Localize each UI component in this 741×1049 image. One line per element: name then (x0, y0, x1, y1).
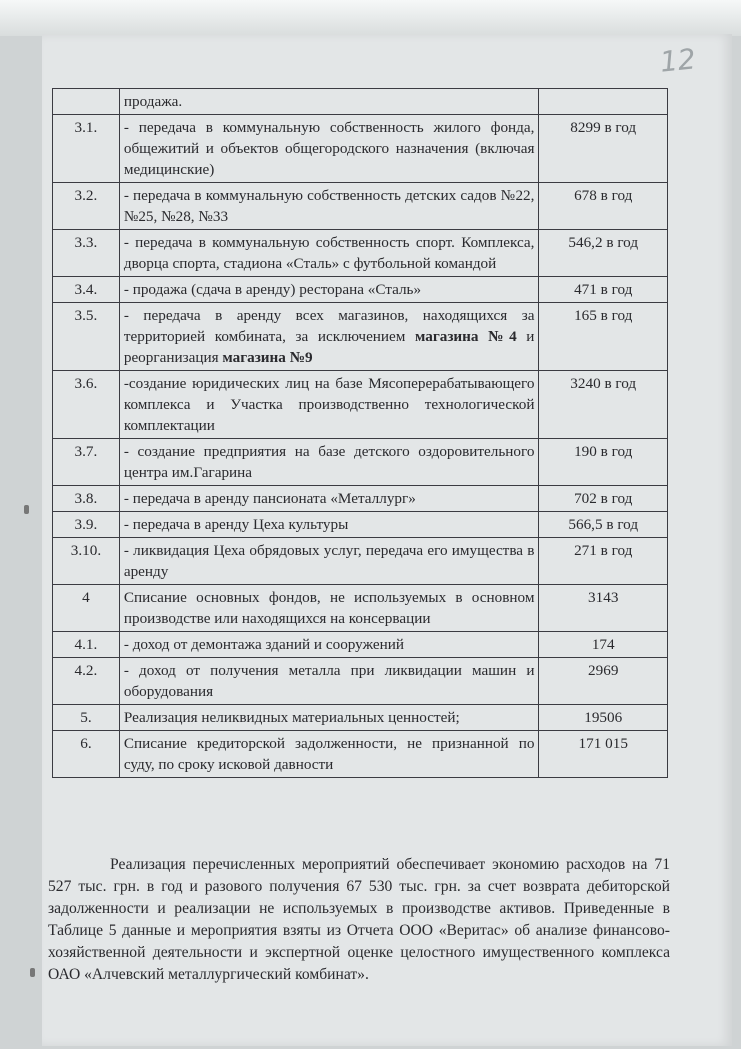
row-number: 3.9. (53, 512, 120, 538)
row-value: 3240 в год (539, 371, 668, 439)
table-row (53, 303, 668, 371)
background-top (0, 0, 741, 36)
row-value: 190 в год (539, 439, 668, 486)
row-value: 546,2 в год (539, 230, 668, 277)
row-number: 3.2. (53, 183, 120, 230)
row-description: - ликвидация Цеха обрядовых услуг, передача его имущества в аренду (119, 538, 539, 585)
row-number: 3.3. (53, 230, 120, 277)
description-fragment: - передача в аренду всех магазинов, находящихся за территорией комбината, за исключением (123, 307, 535, 345)
row-number: 3.6. (53, 371, 120, 439)
row-number: 4 (53, 585, 120, 632)
table-row (53, 705, 668, 731)
row-value: 702 в год (539, 486, 668, 512)
table-row (53, 731, 668, 778)
row-description: - передача в коммунальную собственность жилого фонда, общежитий и объектов общегородского назначения (включая медицинские) (119, 115, 539, 183)
table-row (53, 371, 668, 439)
table-row (53, 230, 668, 277)
row-number: 3.5. (53, 303, 120, 371)
table-row (53, 658, 668, 705)
table-row (53, 632, 668, 658)
row-number: 3.8. (53, 486, 120, 512)
row-value: 471 в год (539, 277, 668, 303)
summary-paragraph (48, 854, 670, 986)
table-row (53, 115, 668, 183)
table-body (53, 89, 668, 778)
bold-store-name: магазина №9 (222, 349, 313, 366)
row-description (119, 303, 539, 371)
table-row (53, 585, 668, 632)
row-value (539, 89, 668, 115)
row-number: 3.10. (53, 538, 120, 585)
page-number: 12 (658, 42, 698, 79)
row-number: 4.2. (53, 658, 120, 705)
binding-hole-mark (24, 505, 29, 514)
table-row (53, 538, 668, 585)
row-number: 4.1. (53, 632, 120, 658)
row-number: 3.1. (53, 115, 120, 183)
summary-text: Реализация перечисленных мероприятий обеспечивает экономию расходов на 71 527 тыс. грн. в год и разового получения 67 530 тыс. грн. за счет возврата дебиторской задолженности и реализации не используемых в производстве активов. Приведенные в Таблице 5 данные и мероприятия взяты из Отчета ООО «Веритас» об анализе финансово-хозяйственной деятельности и экспертной оценке целостного имущественного комплекса ОАО «Алчевский металлургический комбинат». (48, 856, 670, 983)
row-description: - создание предприятия на базе детского оздоровительного центра им.Гагарина (119, 439, 539, 486)
row-value: 2969 (539, 658, 668, 705)
row-description: - доход от получения металла при ликвидации машин и оборудования (119, 658, 539, 705)
table-row (53, 277, 668, 303)
row-description: - передача в коммунальную собственность детских садов №22, №25, №28, №33 (119, 183, 539, 230)
row-number: 6. (53, 731, 120, 778)
row-value: 3143 (539, 585, 668, 632)
row-number: 3.7. (53, 439, 120, 486)
row-description: - продажа (сдача в аренду) ресторана «Сталь» (119, 277, 539, 303)
row-number (53, 89, 120, 115)
row-description: Списание кредиторской задолженности, не признанной по суду, по сроку исковой давности (119, 731, 539, 778)
bold-store-name: магазина №4 (415, 328, 517, 345)
row-value: 165 в год (539, 303, 668, 371)
row-description: -создание юридических лиц на базе Мясоперерабатывающего комплекса и Участка производственно технологической комплектации (119, 371, 539, 439)
row-number: 5. (53, 705, 120, 731)
row-value: 566,5 в год (539, 512, 668, 538)
row-description: - передача в аренду Цеха культуры (119, 512, 539, 538)
table-row (53, 439, 668, 486)
row-value: 19506 (539, 705, 668, 731)
row-description: Списание основных фондов, не используемых в основном производстве или находящихся на консервации (119, 585, 539, 632)
row-value: 174 (539, 632, 668, 658)
row-value: 171 015 (539, 731, 668, 778)
table-row (53, 486, 668, 512)
table-row (53, 89, 668, 115)
row-value: 678 в год (539, 183, 668, 230)
row-description: - доход от демонтажа зданий и сооружений (119, 632, 539, 658)
row-description: Реализация неликвидных материальных ценностей; (119, 705, 539, 731)
row-value: 8299 в год (539, 115, 668, 183)
table-row (53, 512, 668, 538)
row-description: - передача в коммунальную собственность спорт. Комплекса, дворца спорта, стадиона «Сталь» с футбольной командой (119, 230, 539, 277)
row-description: продажа. (119, 89, 539, 115)
measures-table (52, 88, 668, 778)
binding-hole-mark (30, 968, 35, 977)
description-fragment: и реорганизация (123, 328, 535, 366)
row-description: - передача в аренду пансионата «Металлург» (119, 486, 539, 512)
table-row (53, 183, 668, 230)
row-value: 271 в год (539, 538, 668, 585)
row-number: 3.4. (53, 277, 120, 303)
